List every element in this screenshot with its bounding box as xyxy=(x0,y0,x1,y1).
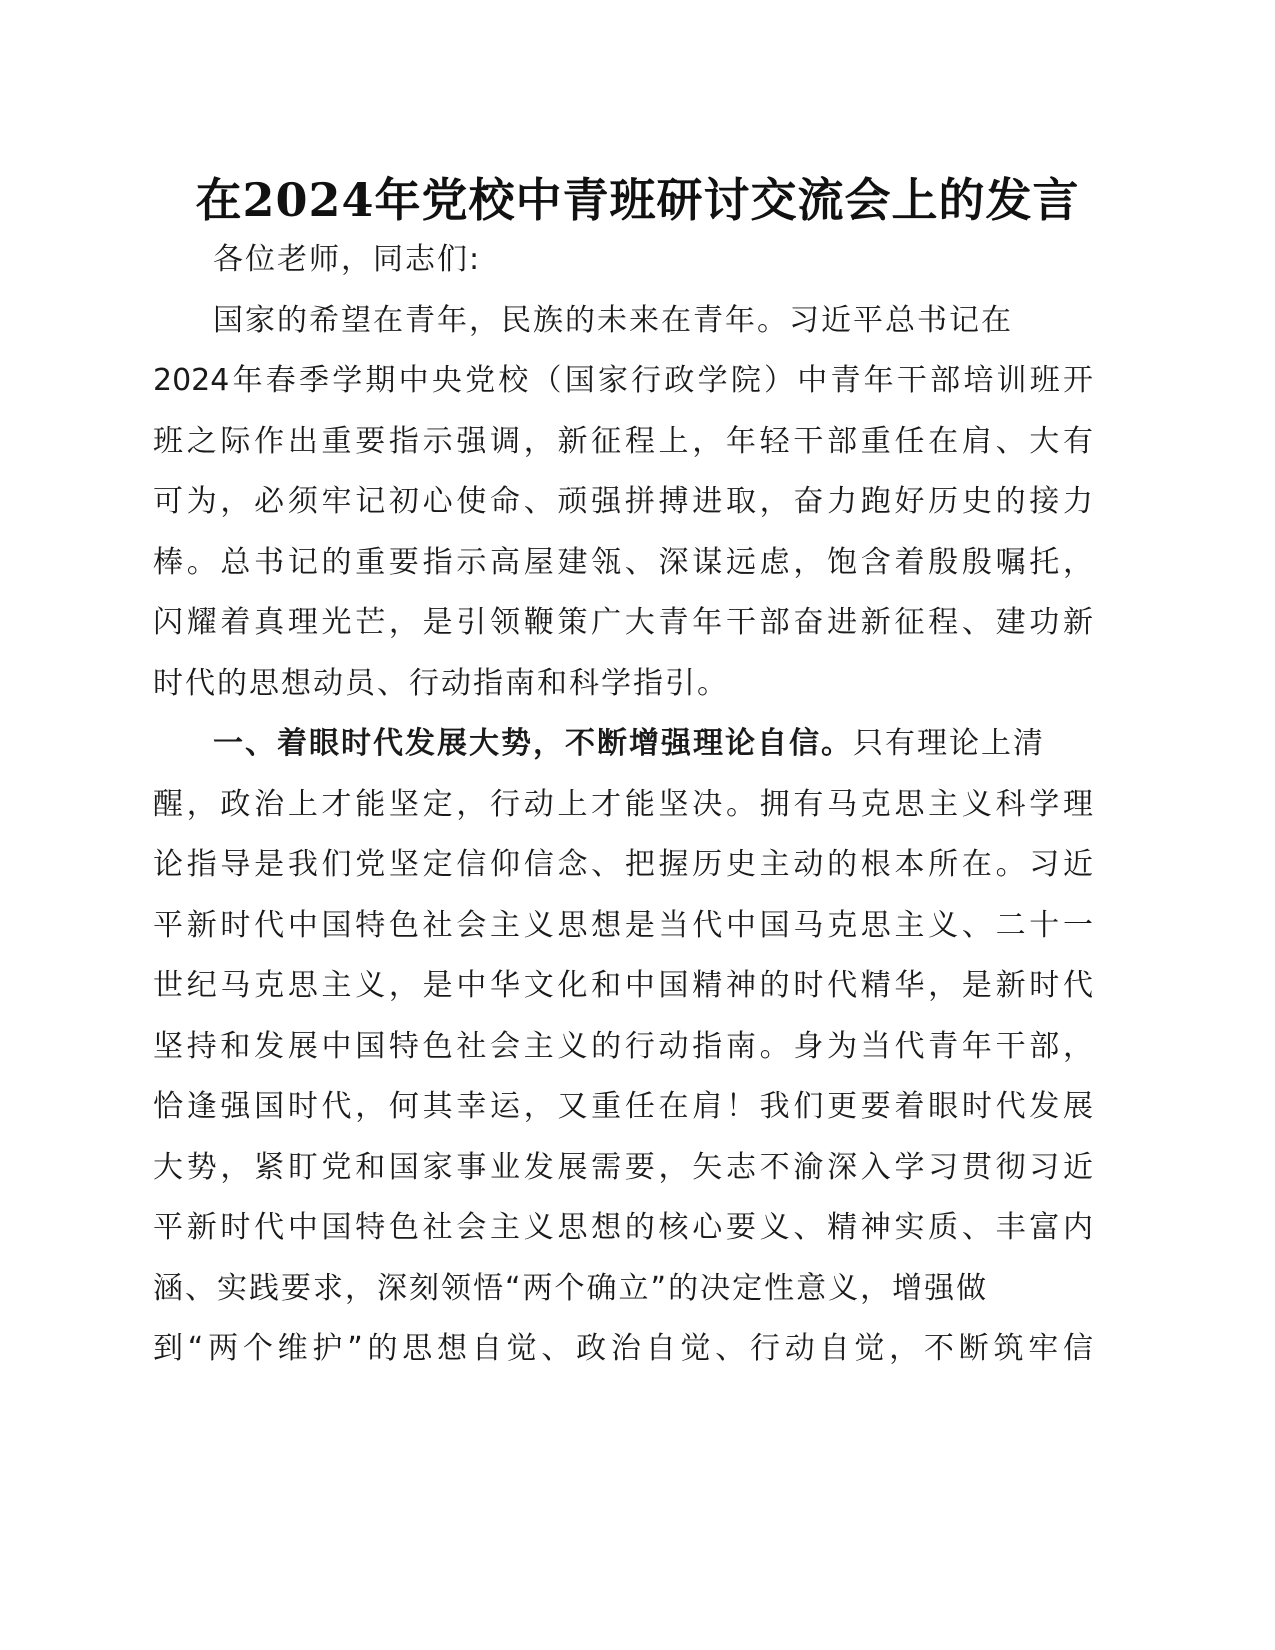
paragraph-line: 涵、实践要求，深刻领悟“两个确立”的决定性意义，增强做 xyxy=(153,1270,989,1306)
paragraph-line: 大势，紧盯党和国家事业发展需要，矢志不渝深入学习贯彻习近 xyxy=(153,1149,1093,1185)
paragraph-line: 平新时代中国特色社会主义思想的核心要义、精神实质、丰富内 xyxy=(153,1210,1093,1245)
paragraph-intro xyxy=(153,291,1093,715)
document-body xyxy=(153,230,1093,1380)
paragraph-line: 论指导是我们党坚定信仰信念、把握历史主动的根本所在。习近 xyxy=(153,847,1093,882)
section-1 xyxy=(153,714,1093,1380)
paragraph-line: 恰逢强国时代，何其幸运，又重任在肩！我们更要着眼时代发展 xyxy=(153,1089,1093,1124)
paragraph-line: 时代的思想动员、行动指南和科学指引。 xyxy=(153,665,729,701)
paragraph-line: 到“两个维护”的思想自觉、政治自觉、行动自觉，不断筑牢信 xyxy=(153,1331,1093,1366)
paragraph-line: 国家的希望在青年，民族的未来在青年。习近平总书记在 xyxy=(213,302,1013,338)
section-heading: 一、着眼时代发展大势，不断增强理论自信。 xyxy=(213,726,853,761)
section-heading-rest: 只有理论上清 xyxy=(853,726,1045,761)
document-title: 在2024年党校中青班研讨交流会上的发言 xyxy=(195,173,1080,227)
paragraph-line: 醒，政治上才能坚定，行动上才能坚决。拥有马克思主义科学理 xyxy=(153,786,1093,822)
section-heading-line xyxy=(153,714,1093,775)
paragraph-line: 平新时代中国特色社会主义思想是当代中国马克思主义、二十一 xyxy=(153,907,1093,943)
paragraph-line: 闪耀着真理光芒，是引领鞭策广大青年干部奋进新征程、建功新 xyxy=(153,605,1093,640)
greeting: 各位老师，同志们: xyxy=(213,242,482,277)
paragraph-line: 坚持和发展中国特色社会主义的行动指南。身为当代青年干部， xyxy=(153,1028,1093,1064)
paragraph-line: 可为，必须牢记初心使命、顽强拼搏进取，奋力跑好历史的接力 xyxy=(153,484,1093,519)
paragraph-line: 棒。总书记的重要指示高屋建瓴、深谋远虑，饱含着殷殷嘱托， xyxy=(153,544,1093,580)
paragraph-line: 2024年春季学期中央党校（国家行政学院）中青年干部培训班开 xyxy=(153,363,1093,398)
paragraph-line: 世纪马克思主义，是中华文化和中国精神的时代精华，是新时代 xyxy=(153,968,1093,1003)
paragraph-line: 班之际作出重要指示强调，新征程上，年轻干部重任在肩、大有 xyxy=(153,423,1093,459)
